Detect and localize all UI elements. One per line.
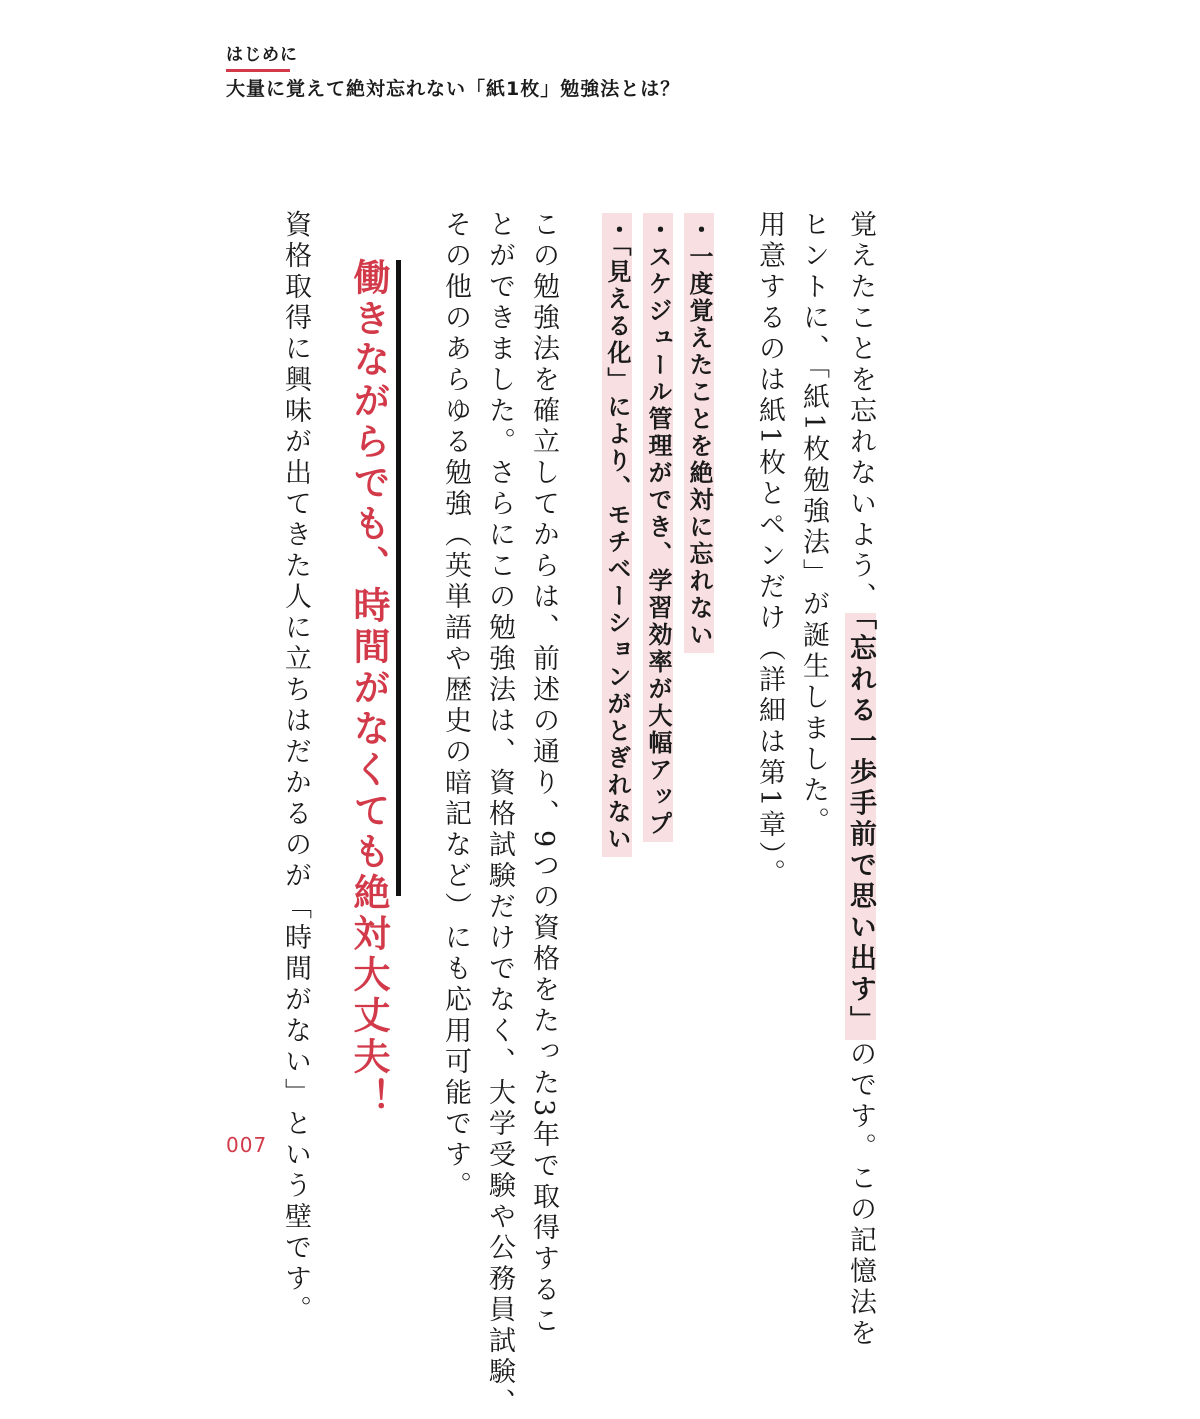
highlighted-phrase: 「忘れる一歩手前で思い出す」 [845, 613, 876, 1040]
headline: 働きながらでも、時間がなくても絶対大丈夫！ [347, 258, 390, 1119]
section-label-underline [226, 69, 290, 72]
section-label: はじめに [226, 45, 298, 65]
headline-rule [396, 260, 401, 896]
chapter-title: 大量に覚えて絶対忘れない「紙1枚」勉強法とは？ [226, 78, 681, 100]
bullet-item: ・「見える化」により、モチベーションがとぎれない [602, 213, 632, 857]
paragraph1-line2: ヒントに、「紙1枚勉強法」が誕生しました。 [798, 210, 829, 838]
paragraph1-line1-text: 覚えたことを忘れないよう、 [845, 210, 876, 613]
bullet-item: ・一度覚えたことを絶対に忘れない [684, 213, 714, 653]
paragraph2-line1: この勉強法を確立してからは、前述の通り、9つの資格をたった3年で取得するこ [528, 210, 559, 1338]
paragraph1-line3: 用意するのは紙1枚とペンだけ（詳細は第1章）。 [754, 210, 785, 890]
paragraph1-line1-tail: のです。この記憶法を [845, 1039, 876, 1350]
page-number: 007 [226, 1133, 268, 1157]
bullet-item: ・スケジュール管理ができ、学習効率が大幅アップ [643, 213, 673, 842]
paragraph2-line3: その他のあらゆる勉強（英単語や歴史の暗記など）にも応用可能です。 [440, 210, 471, 1202]
paragraph2-line2: とができました。さらにこの勉強法は、資格試験だけでなく、大学受験や公務員試験、 [484, 210, 515, 1419]
paragraph3-line1: 資格取得に興味が出てきた人に立ちはだかるのが「時間がない」という壁です。 [280, 210, 311, 1326]
paragraph1-line1 [847, 210, 874, 1350]
